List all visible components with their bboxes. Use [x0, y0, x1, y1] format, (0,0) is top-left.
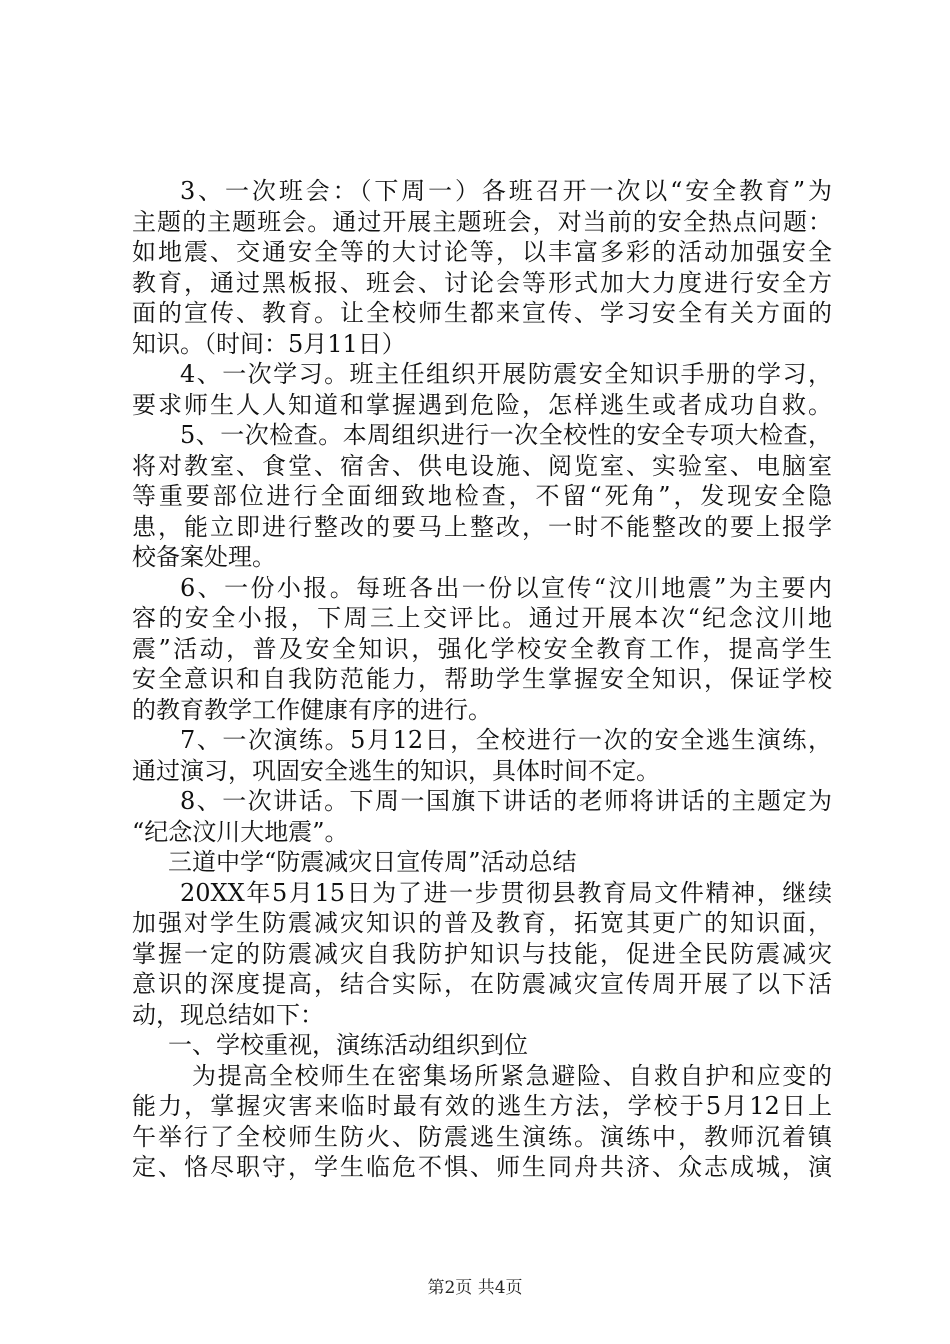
text-line: 能力，掌握灾害来临时最有效的逃生方法，学校于5月12日上 — [132, 1092, 832, 1120]
text-line: 将对教室、食堂、宿舍、供电设施、阅览室、实验室、电脑室 — [132, 451, 832, 480]
text-line: 5、一次检查。本周组织进行一次全校性的安全专项大检查， — [180, 421, 832, 449]
text-line: 震”活动，普及安全知识，强化学校安全教育工作，提高学生 — [132, 634, 832, 663]
text-line: 动，现总结如下： — [132, 1000, 324, 1029]
text-line: 面的宣传、教育。让全校师生都来宣传、学习安全有关方面的 — [132, 299, 832, 327]
text-line: 午举行了全校师生防火、防震逃生演练。演练中，教师沉着镇 — [132, 1122, 832, 1151]
text-line: 通过演习，巩固安全逃生的知识，具体时间不定。 — [132, 756, 660, 785]
text-line: 6、一份小报。每班各出一份以宣传“汶川地震”为主要内 — [180, 573, 832, 602]
section-title: 三道中学“防震减灾日宣传周”活动总结 — [168, 848, 577, 876]
page-footer: 第2页 共4页 — [427, 1278, 523, 1298]
text-line: 7、一次演练。5月12日，全校进行一次的安全逃生演练， — [180, 726, 832, 754]
text-line: 意识的深度提高，结合实际，在防震减灾宣传周开展了以下活 — [132, 970, 832, 998]
text-line: 定、恪尽职守，学生临危不惧、师生同舟共济、众志成城，演 — [132, 1153, 832, 1181]
text-line: 安全意识和自我防范能力，帮助学生掌握安全知识，保证学校 — [132, 665, 832, 693]
section-heading: 一、学校重视，演练活动组织到位 — [168, 1031, 528, 1059]
text-line: 要求师生人人知道和掌握遇到危险，怎样逃生或者成功自救。 — [132, 390, 832, 419]
text-line: 如地震、交通安全等的大讨论等，以丰富多彩的活动加强安全 — [132, 238, 832, 266]
text-line: 校备案处理。 — [132, 543, 276, 571]
text-line: 等重要部位进行全面细致地检查，不留“死角”，发现安全隐 — [132, 482, 832, 510]
text-line: 8、一次讲话。下周一国旗下讲话的老师将讲话的主题定为 — [180, 787, 832, 815]
text-line: 20XX年5月15日为了进一步贯彻县教育局文件精神，继续 — [180, 878, 832, 907]
text-line: 容的安全小报，下周三上交评比。通过开展本次“纪念汶川地 — [132, 604, 832, 632]
text-line: “纪念汶川大地震”。 — [132, 817, 349, 846]
text-line: 教育，通过黑板报、班会、讨论会等形式加大力度进行安全方 — [132, 268, 832, 297]
text-line: 患，能立即进行整改的要马上整改，一时不能整改的要上报学 — [132, 512, 832, 541]
document-body — [132, 176, 832, 1183]
text-line: 的教育教学工作健康有序的进行。 — [132, 695, 492, 724]
text-line: 为提高全校师生在密集场所紧急避险、自救自护和应变的 — [192, 1061, 832, 1090]
text-line: 加强对学生防震减灾知识的普及教育，拓宽其更广的知识面， — [132, 909, 832, 937]
text-line: 主题的主题班会。通过开展主题班会，对当前的安全热点问题： — [132, 207, 832, 236]
text-line: 知识。（时间：5月11日） — [132, 329, 406, 358]
text-line: 4、一次学习。班主任组织开展防震安全知识手册的学习， — [180, 360, 832, 388]
text-line: 掌握一定的防震减灾自我防护知识与技能，促进全民防震减灾 — [132, 939, 832, 968]
text-line: 3、一次班会：（下周一）各班召开一次以“安全教育”为 — [180, 177, 832, 205]
